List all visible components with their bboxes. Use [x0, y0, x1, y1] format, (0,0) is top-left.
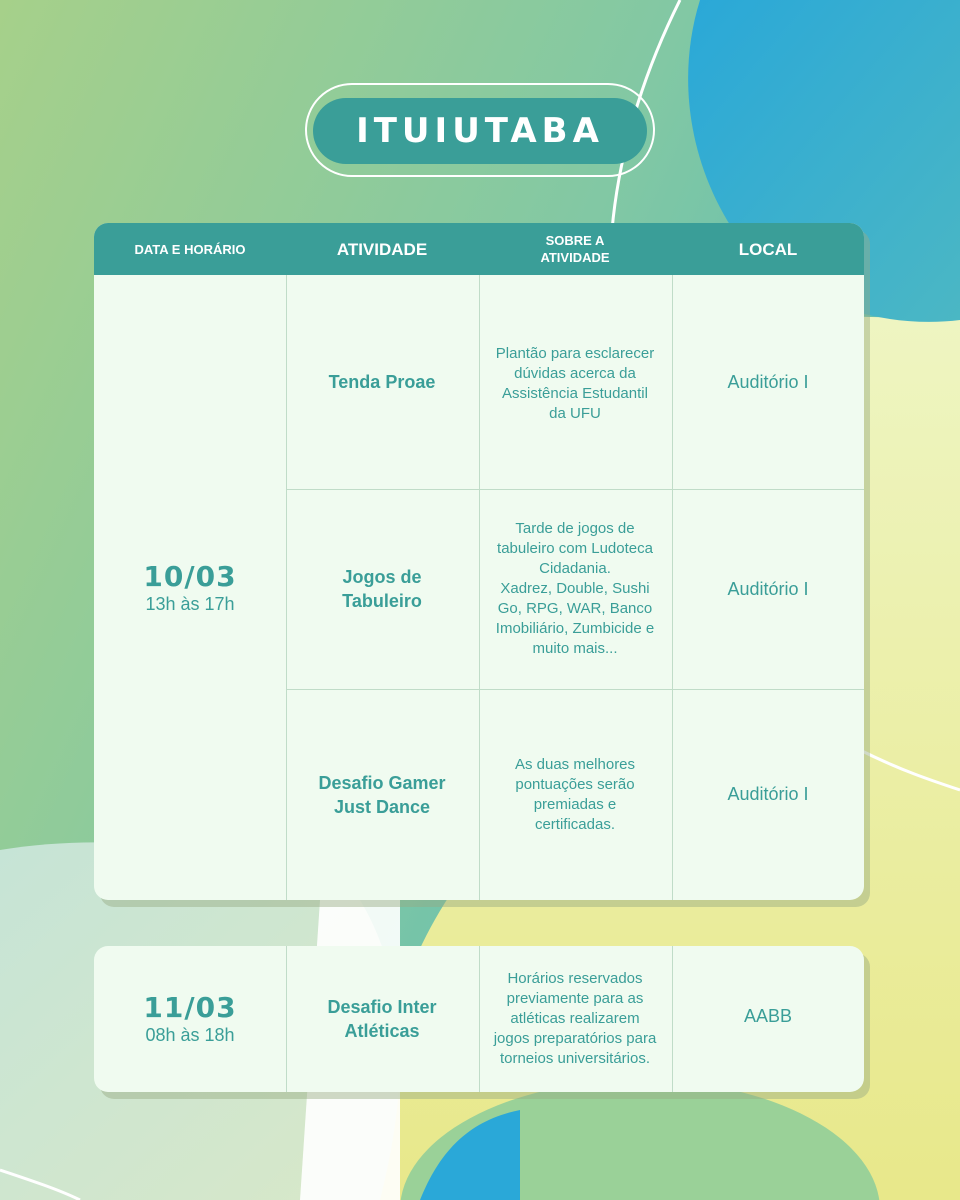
header-about-line2: ATIVIDADE	[540, 250, 610, 265]
description-line: Plantão para esclarecer	[495, 345, 655, 362]
description-cell	[479, 489, 671, 689]
header-about-line1: SOBRE A	[545, 233, 605, 248]
description-line: certificadas.	[534, 815, 616, 833]
description-line: Horários reservados	[507, 970, 643, 987]
activity-name: Tenda Proae	[328, 372, 436, 392]
date-cell	[94, 946, 286, 1092]
location-label: AABB	[743, 1006, 793, 1026]
activity-name: Desafio Gamer	[318, 772, 446, 793]
description-cell	[479, 946, 671, 1092]
header-about	[479, 223, 671, 275]
activity-cell	[286, 489, 478, 689]
description-line: pontuações serão	[515, 775, 635, 793]
description-line: Cidadania.	[539, 560, 611, 577]
location-label: Auditório I	[727, 371, 809, 392]
title-pill	[313, 98, 647, 164]
table-header	[94, 223, 864, 275]
description-line: premiadas e	[533, 795, 617, 813]
location-cell	[672, 689, 864, 900]
description-line: dúvidas acerca da	[514, 365, 636, 382]
schedule-table-day2	[94, 946, 864, 1092]
description-line: Assistência Estudantil	[502, 385, 648, 402]
date-label: 10/03	[143, 559, 237, 593]
description-line: muito mais...	[532, 640, 618, 657]
schedule-table-day1	[94, 223, 864, 900]
description-line: jogos preparatórios para	[493, 1030, 657, 1047]
header-date-time: DATA E HORÁRIO	[134, 241, 246, 257]
location-cell	[672, 489, 864, 689]
header-activity: ATIVIDADE	[336, 239, 428, 259]
location-cell	[672, 946, 864, 1092]
description-line: Imobiliário, Zumbicide e	[495, 620, 655, 637]
page-title: ITUIUTABA	[356, 111, 604, 151]
description-line: atléticas realizarem	[510, 1010, 640, 1027]
description-line: Go, RPG, WAR, Banco	[497, 600, 653, 617]
activity-cell	[286, 689, 478, 900]
time-label: 13h às 17h	[145, 593, 235, 614]
activity-name: Tabuleiro	[342, 591, 422, 611]
description-line: da UFU	[549, 405, 601, 422]
location-label: Auditório I	[727, 578, 809, 599]
description-line: As duas melhores	[514, 755, 636, 773]
description-cell	[479, 689, 671, 900]
description-line: tabuleiro com Ludoteca	[497, 540, 653, 557]
activity-cell	[286, 946, 478, 1092]
activity-cell	[286, 275, 478, 489]
description-cell	[479, 275, 671, 489]
date-label: 11/03	[143, 991, 237, 1024]
activity-name: Atléticas	[344, 1021, 420, 1041]
location-label: Auditório I	[727, 784, 809, 804]
title-banner	[300, 80, 660, 180]
header-location: LOCAL	[738, 239, 798, 259]
date-cell	[94, 275, 286, 900]
activity-name: Jogos de	[342, 567, 422, 587]
activity-name: Desafio Inter	[327, 997, 437, 1017]
description-line: Tarde de jogos de	[515, 520, 635, 537]
description-line: torneios universitários.	[499, 1050, 651, 1067]
activity-name: Just Dance	[333, 796, 431, 817]
location-cell	[672, 275, 864, 489]
description-line: previamente para as	[506, 990, 644, 1007]
description-line: Xadrez, Double, Sushi	[500, 580, 650, 597]
time-label: 08h às 18h	[145, 1025, 235, 1045]
